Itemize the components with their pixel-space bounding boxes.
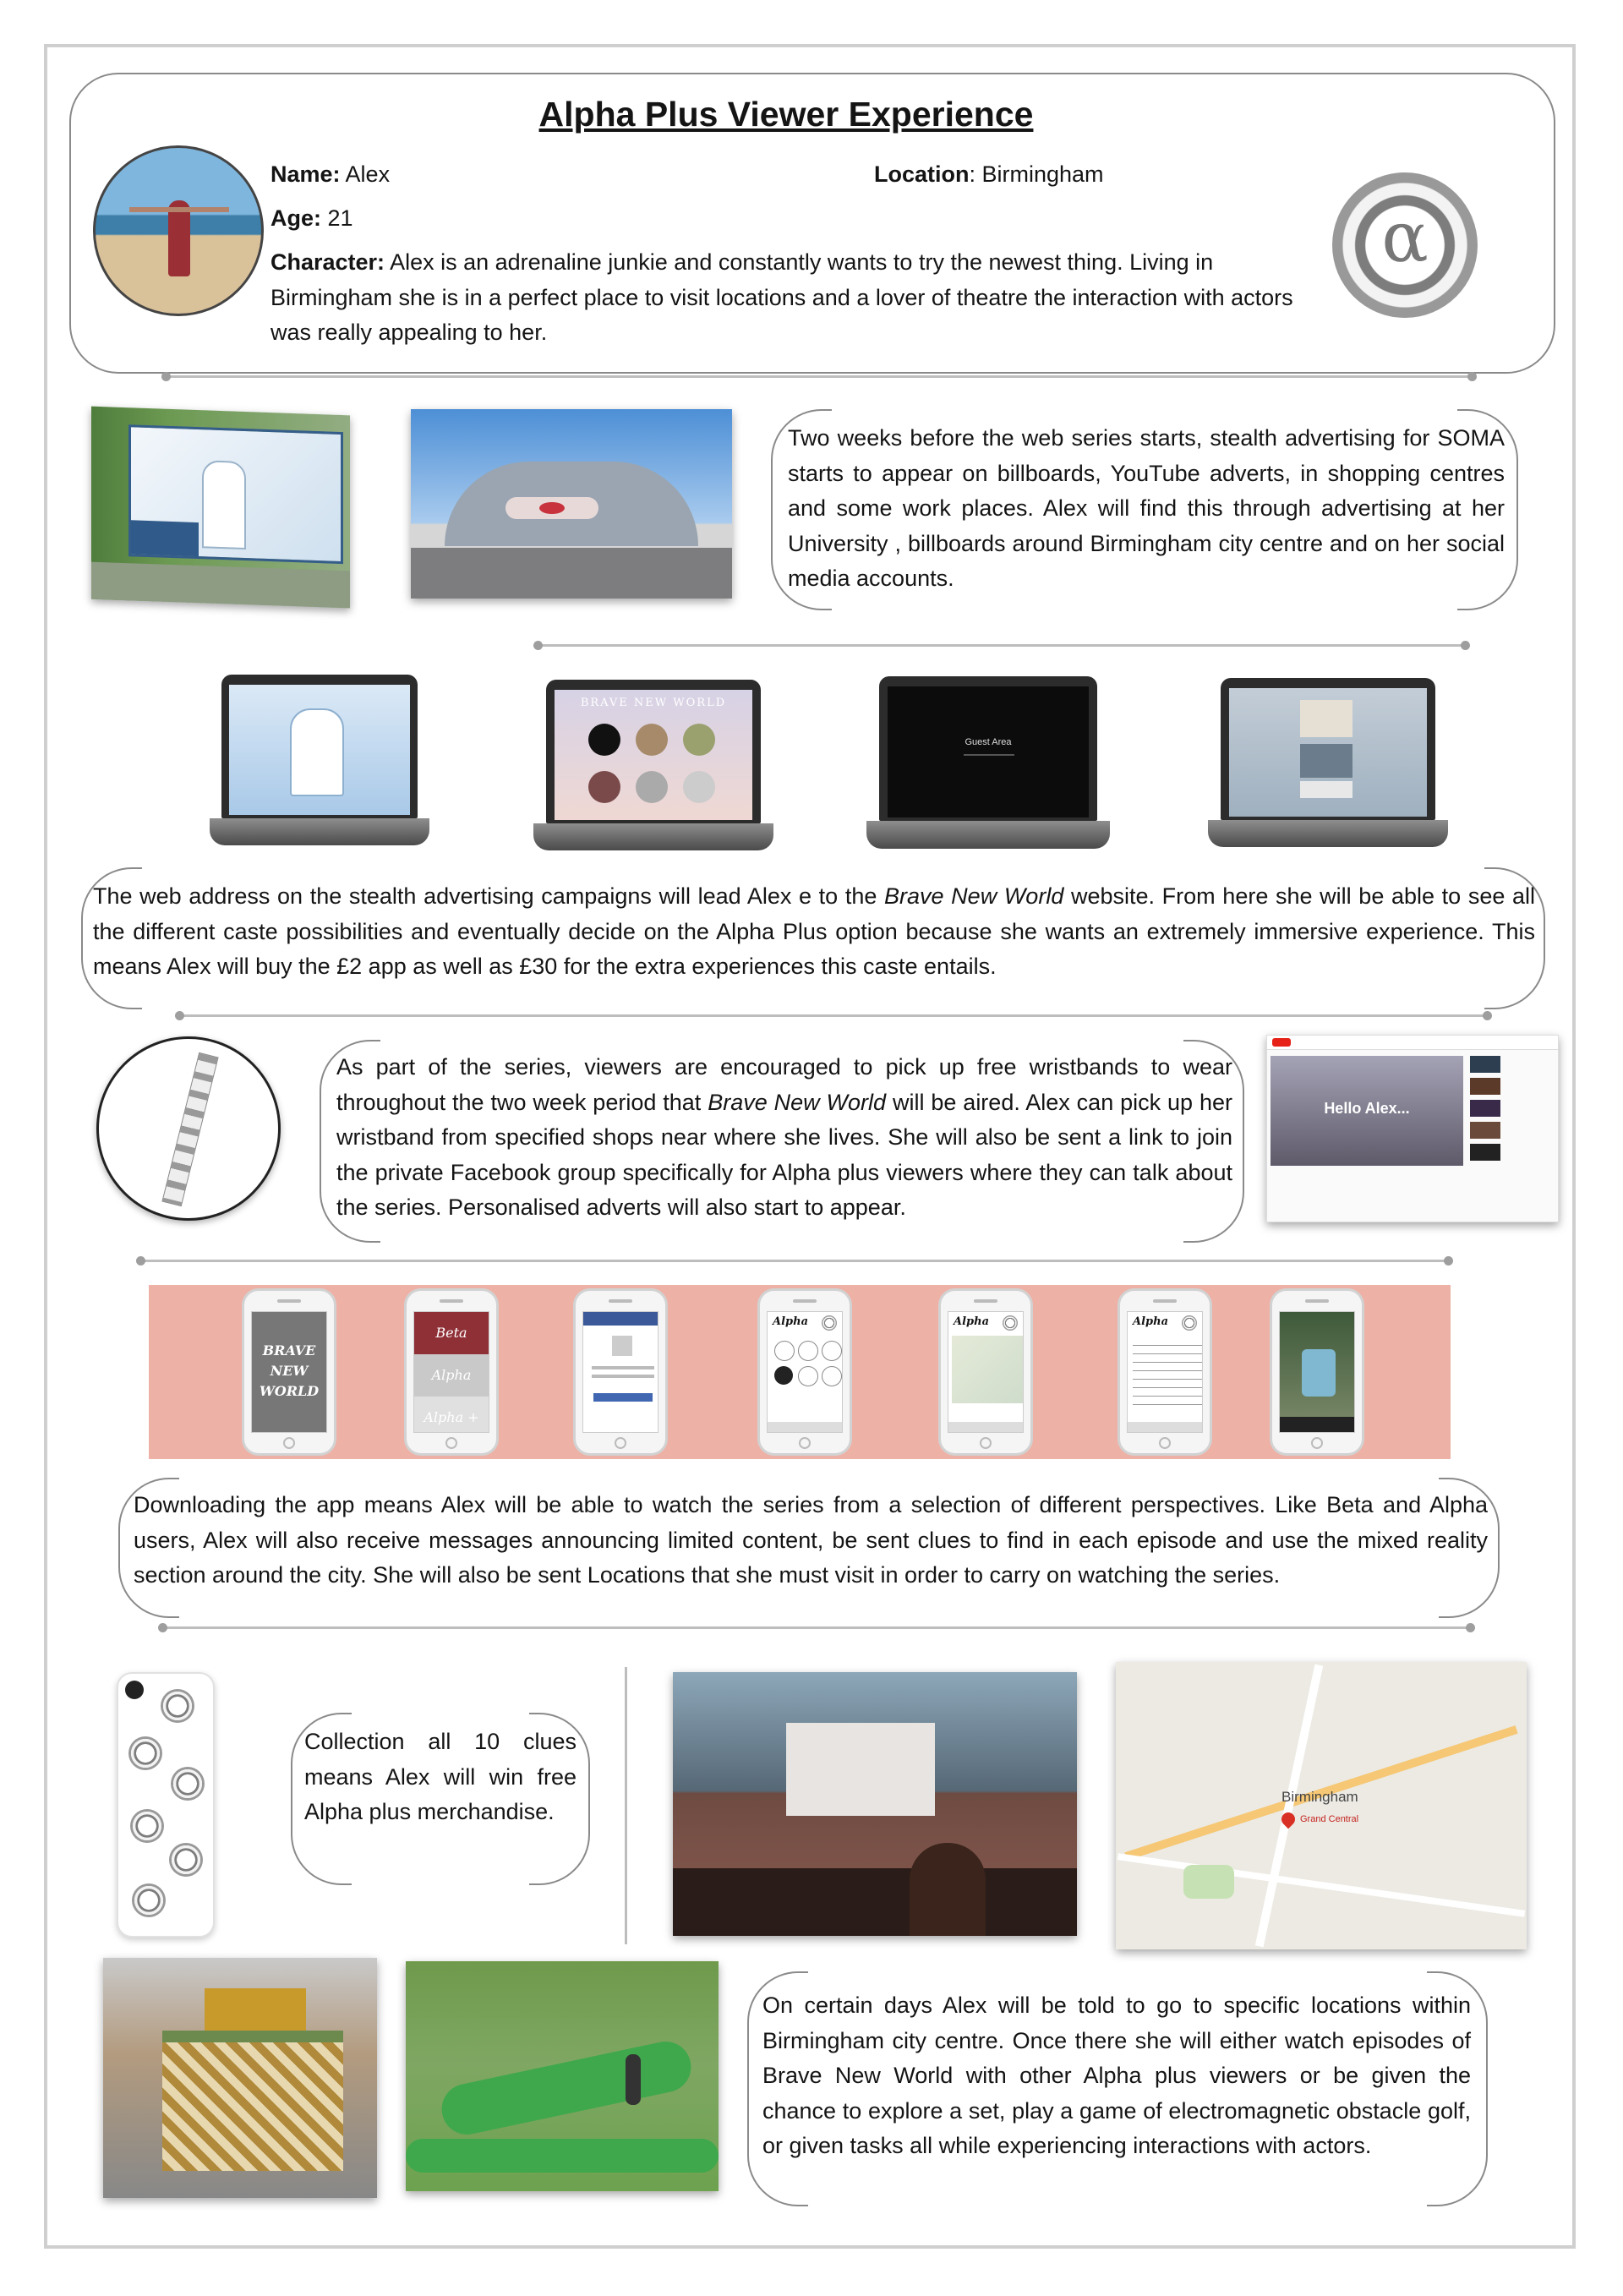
phone-facebook-login [573,1288,668,1456]
locations-text: On certain days Alex will be told to go to specific locations within Birmingham city centre. Once there she will either watch episodes of Brave New World with other Alpha plus viewers or be given the chance to explore a set, play a game of electromagnetic obstacle golf, or given tasks all while experiencing interactions with actors. [762,1993,1471,2158]
app-text: Downloading the app means Alex will be able to watch the series from a selection of different perspectives. Like Beta and Alpha users, Alex will also receive messages announcing limited content, be sent clues to find in each episode and use the mixed reality section around the city. She will also be sent Locations that she must visit in order to carry on watching the series. [134,1492,1488,1588]
guest-area-label: Guest Area [965,737,1012,748]
map-pin-label: Grand Central [1300,1814,1359,1824]
character-text: Alex is an adrenaline junkie and constantly wants to try the newest thing. Living in Birmingham she is in a perfect place to visit locations and a lover of theatre the interaction with actors was really appealing to her. [270,249,1293,345]
outdoor-screening-image [673,1672,1077,1936]
minigolf-image [406,1961,719,2191]
wristband-text-before: As part of the series, viewers are encouraged to pick up free wristbands to wear throughout the two week period that [336,1054,1232,1115]
phone-title-line-1: BRAVE [262,1342,316,1358]
advertising-text: Two weeks before the web series starts, stealth advertising for SOMA starts to appear on billboards, YouTube adverts, in shopping centres and some work places. Alex will find this through advertising at her University , billboards around Birmingham city centre and on her social media accounts. [788,425,1505,591]
caste-option-alpha: Alpha [414,1354,489,1397]
laptop-guest-area [879,676,1097,849]
youtube-screenshot [1266,1035,1559,1222]
age-field [270,201,693,237]
vertical-divider [625,1667,627,1944]
alpha-messages-header: Alpha [1133,1315,1168,1328]
alpha-menu-header: Alpha [773,1315,808,1328]
library-building-image [103,1958,377,2198]
phone-brave-new-world [242,1288,336,1456]
phone-alpha-messages [1118,1288,1212,1456]
laptop-soma-site [221,675,418,845]
divider-1 [166,375,1473,378]
brave-new-world-banner: BRAVE NEW WORLD [580,697,727,710]
website-text-after: website. From here she will be able to see all the different caste possibilities and eventually decide on the Alpha Plus option because she wants an extremely immersive experience. This means Alex will buy the £2 app as well as £30 for the extra experiences this caste entails. [93,883,1536,979]
divider-2 [538,644,1466,647]
caste-option-beta: Beta [414,1312,489,1354]
city-map-image [1116,1662,1527,1949]
alpha-logo-icon: α [1332,172,1478,318]
wristband-image [96,1036,281,1221]
divider-3 [179,1014,1488,1017]
location-value: : Birmingham [969,161,1104,187]
caste-option-alpha-plus: Alpha + [414,1397,489,1433]
phone-case-merch-image [117,1672,215,1938]
name-value: Alex [340,161,391,187]
video-overlay-text: Hello Alex... [1324,1100,1410,1117]
phone-title-line-3: WORLD [259,1383,320,1399]
wristband-text-after: will be aired. Alex can pick up her wristband from specified shops near where she lives. She will also be sent a link to join the private Facebook group specifically for Alpha plus viewers where they can talk about the series. Personalised adverts will also start to appear. [336,1089,1232,1220]
location-label: Location [874,161,970,187]
name-field [270,157,693,193]
clues-text: Collection all 10 clues means Alex will win free Alpha plus merchandise. [304,1729,577,1824]
phone-title-line-2: NEW [270,1363,309,1379]
laptop-episode-page [1221,678,1435,847]
age-value: 21 [321,205,353,231]
shopping-centre-image [411,409,732,599]
alpha-map-header: Alpha [954,1315,989,1328]
divider-5 [162,1626,1471,1629]
billboard-image [91,407,350,609]
website-text-before: The web address on the stealth advertising campaigns will lead Alex e to the [93,883,884,909]
wristband-text-italic: Brave New World [708,1089,887,1115]
name-label: Name: [270,161,341,187]
website-text [93,879,1535,985]
map-city-label: Birmingham [1281,1789,1358,1805]
phone-mixed-reality [1270,1288,1364,1456]
location-field [874,157,1297,193]
profile-photo [93,145,264,316]
age-label: Age: [270,205,321,231]
divider-4 [140,1260,1449,1262]
phone-alpha-map [938,1288,1033,1456]
phone-caste-select [404,1288,499,1456]
wristband-text [336,1050,1232,1226]
character-label: Character: [270,249,385,275]
phone-alpha-menu [757,1288,852,1456]
laptop-brave-new-world-site [546,680,761,850]
website-text-italic: Brave New World [884,883,1064,909]
page-title: Alpha Plus Viewer Experience [538,95,1034,134]
character-field [270,245,1295,351]
